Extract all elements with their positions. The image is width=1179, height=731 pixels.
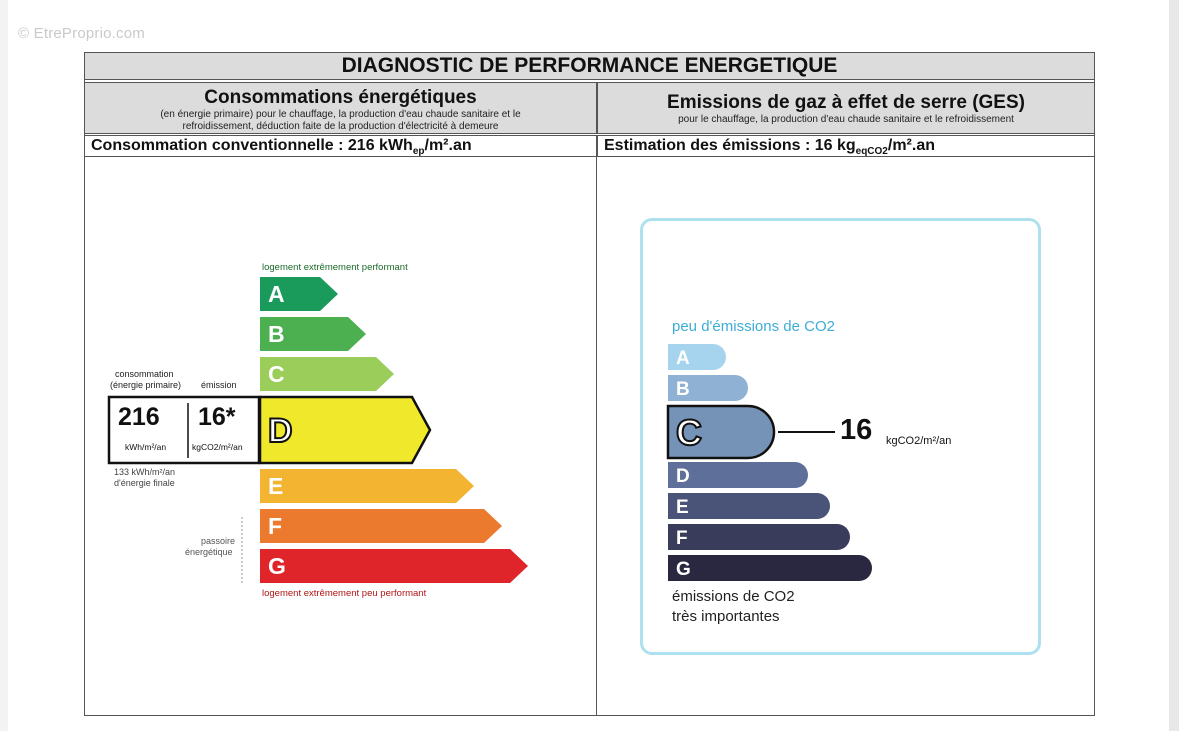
consumption-subtext-1: (en énergie primaire) pour le chauffage, la production d'eau chaude sanitaire et le bbox=[160, 109, 521, 120]
ges-unit: kgCO2/m²/an bbox=[886, 435, 952, 447]
indicator-consumption-label: consommation bbox=[115, 369, 174, 379]
dpe-bar-e bbox=[260, 469, 474, 503]
scrollbar[interactable] bbox=[1169, 0, 1179, 731]
dpe-letter-b: B bbox=[268, 321, 285, 347]
emissions-value-sub: eqCO2 bbox=[855, 146, 888, 158]
ges-bottom-caption-line1: émissions de CO2 bbox=[672, 588, 795, 605]
ges-top-caption: peu d'émissions de CO2 bbox=[672, 318, 835, 335]
consumption-subtext-2: refroidissement, déduction faite de la production d'électricité à demeure bbox=[182, 121, 499, 132]
dpe-bottom-caption: logement extrêmement peu performant bbox=[262, 588, 427, 599]
indicator-emission-label: émission bbox=[201, 380, 237, 390]
ges-bottom-caption-line2: très importantes bbox=[672, 608, 780, 625]
consumption-value-unit: /m².an bbox=[424, 137, 472, 154]
ges-chart bbox=[660, 340, 960, 585]
ges-letter-e: E bbox=[676, 497, 689, 518]
dpe-letter-e: E bbox=[268, 473, 284, 499]
ges-bar-e bbox=[668, 493, 830, 519]
indicator-emission-unit: kgCO2/m²/an bbox=[192, 442, 243, 452]
dpe-letter-d: D bbox=[268, 412, 293, 450]
ges-bar-g bbox=[668, 555, 872, 581]
indicator-consumption-unit: kWh/m²/an bbox=[125, 442, 167, 452]
ges-letter-b: B bbox=[676, 379, 690, 400]
dpe-letter-g: G bbox=[268, 553, 286, 579]
indicator-consumption-value: 216 bbox=[118, 403, 160, 431]
final-energy-line1: 133 kWh/m²/an bbox=[114, 467, 176, 477]
emissions-value-unit: /m².an bbox=[887, 137, 935, 154]
indicator-emission-value: 16* bbox=[198, 403, 236, 431]
indicator-primary-label: (énergie primaire) bbox=[110, 380, 182, 390]
emissions-value-label: Estimation des émissions : 16 kg bbox=[604, 137, 856, 154]
dpe-bars bbox=[260, 277, 528, 583]
emissions-value-row bbox=[597, 135, 1095, 157]
ges-bottom-caption bbox=[672, 587, 795, 627]
dpe-letter-c: C bbox=[268, 361, 285, 387]
dpe-letter-f: F bbox=[268, 513, 283, 539]
page-title: DIAGNOSTIC DE PERFORMANCE ENERGETIQUE bbox=[84, 52, 1095, 80]
final-energy-line2: d'énergie finale bbox=[114, 478, 175, 488]
column-divider bbox=[596, 157, 597, 716]
ges-value: 16 bbox=[840, 414, 873, 446]
consumption-heading: Consommations énergétiques bbox=[204, 87, 477, 108]
dpe-top-caption: logement extrêmement performant bbox=[262, 262, 408, 273]
consumption-value-row bbox=[84, 135, 597, 157]
emissions-header bbox=[597, 82, 1095, 134]
ges-letter-c: C bbox=[676, 412, 702, 453]
passoire-line1: passoire bbox=[201, 536, 236, 546]
dpe-bar-f bbox=[260, 509, 502, 543]
consumption-header bbox=[84, 82, 597, 134]
dpe-bar-g bbox=[260, 549, 528, 583]
consumption-value-label: Consommation conventionnelle : 216 kWh bbox=[91, 137, 413, 154]
dpe-letter-a: A bbox=[268, 281, 285, 307]
ges-letter-f: F bbox=[676, 528, 688, 549]
ges-letter-a: A bbox=[676, 348, 690, 369]
ges-bars bbox=[668, 344, 872, 581]
ges-letter-d: D bbox=[676, 466, 690, 487]
consumption-value-sub: ep bbox=[412, 146, 425, 158]
dpe-chart bbox=[100, 255, 540, 605]
emissions-heading: Emissions de gaz à effet de serre (GES) bbox=[667, 92, 1025, 113]
ges-letter-g: G bbox=[676, 559, 691, 580]
watermark: © EtreProprio.com bbox=[18, 25, 145, 42]
ges-bar-f bbox=[668, 524, 850, 550]
passoire-line2: énergétique bbox=[185, 547, 233, 557]
emissions-subtext: pour le chauffage, la production d'eau chaude sanitaire et le refroidissement bbox=[678, 114, 1014, 125]
